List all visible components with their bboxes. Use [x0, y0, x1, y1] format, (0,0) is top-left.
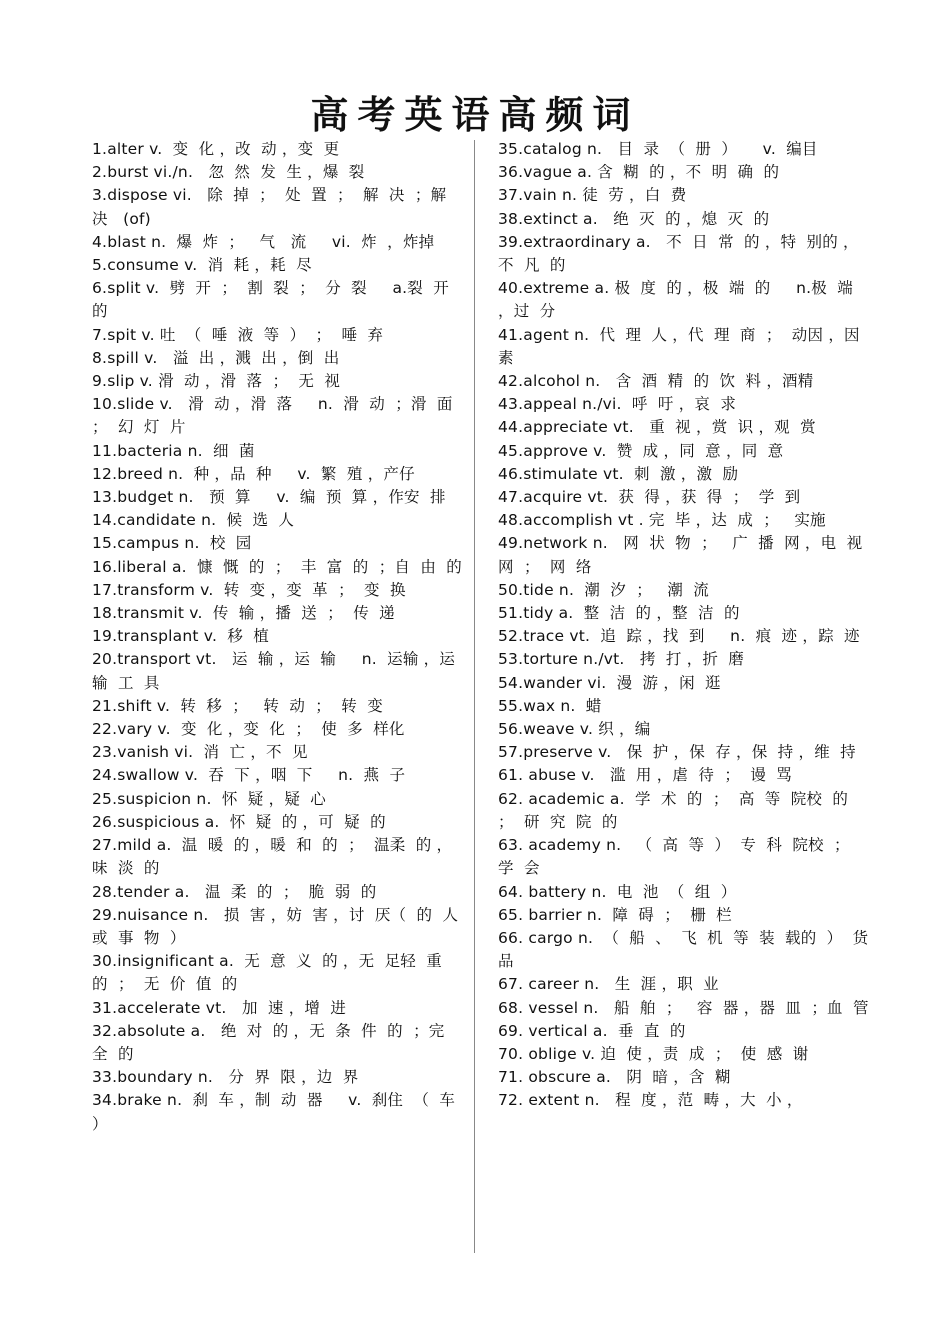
vocab-entry: 65. barrier n. 障 碍 ； 栅 栏 — [498, 905, 732, 924]
vocab-entry: 72. extent n. 程 度 ，范 畴 ，大 小 ， — [498, 1091, 803, 1110]
vocab-entry: 23.vanish vi. 消 亡 ，不 见 — [92, 743, 308, 762]
vocab-entry: 16.liberal a. 慷 慨 的 ； 丰 富 的 ；自 由 的 — [92, 557, 463, 576]
vocab-entry: 54.wander vi. 漫 游 ，闲 逛 — [498, 673, 721, 692]
vocab-entry: 69. vertical a. 垂 直 的 — [498, 1021, 686, 1040]
vocab-entry: 64. battery n. 电 池 （ 组 ） — [498, 882, 737, 901]
vocab-entry: 49.network n. 网 状 物 ； 广 播 网 ，电 视 网 ； 网 络 — [498, 534, 873, 576]
vocab-entry: 57.preserve v. 保 护 ，保 存 ，保 持 ，维 持 — [498, 743, 856, 762]
vocab-entry: 67. career n. 生 涯 ，职 业 — [498, 975, 719, 994]
vocab-entry: 40.extreme a. 极 度 的 ，极 端 的 n.极 端 ，过 分 — [498, 279, 859, 321]
vocab-entry: 66. cargo n. （ 船 、 飞 机 等 装 载的 ） 货 品 — [498, 928, 879, 971]
vocab-entry: 37.vain n. 徒 劳 ，白 费 — [498, 186, 687, 205]
page-title: 高考英语高频词 — [310, 93, 640, 137]
vocab-entry: 43.appeal n./vi. 呼 吁 ，哀 求 — [498, 395, 737, 414]
vocab-entry: 31.accelerate vt. 加 速 ，增 进 — [92, 998, 347, 1017]
vocab-entry: 39.extraordinary a. 不 日 常 的 ，特 别的 ，不 凡 的 — [498, 232, 859, 275]
vocab-entry: 11.bacteria n. 细 菌 — [92, 441, 255, 460]
column-divider — [474, 140, 475, 1253]
vocab-entry: 24.swallow v. 吞 下 ，咽 下 n. 燕 子 — [92, 766, 406, 785]
vocab-entry: 20.transport vt. 运 输 ，运 输 n. 运输 ，运 输 工 具 — [92, 650, 466, 692]
vocab-entry: 33.boundary n. 分 界 限 ，边 界 — [92, 1068, 359, 1087]
vocab-entry: 18.transmit v. 传 输 ，播 送 ； 传 递 — [92, 604, 395, 623]
vocab-entry: 61. abuse v. 滥 用 ，虐 待 ； 谩 骂 — [498, 766, 792, 785]
vocab-entry: 8.spill v. 溢 出 ，溅 出 ，倒 出 — [92, 348, 340, 367]
vocab-entry: 68. vessel n. 船 舶 ； 容 器 ，器 皿 ；血 管 — [498, 998, 869, 1017]
vocab-entry: 62. academic a. 学 术 的 ； 高 等 院校 的 ； 研 究 院 的 — [498, 789, 859, 831]
vocab-entry: 19.transplant v. 移 植 — [92, 627, 269, 646]
vocab-entry: 55.wax n. 蜡 — [498, 696, 602, 715]
vocab-entry: 2.burst vi./n. 忽 然 发 生 ，爆 裂 — [92, 163, 365, 182]
vocab-entry: 63. academy n. （ 高 等 ） 专 科 院校 ； 学 会 — [498, 836, 860, 878]
vocab-entry: 17.transform v. 转 变 ，变 革 ； 变 换 — [92, 580, 406, 599]
right-column — [498, 138, 879, 1113]
left-column — [92, 138, 467, 1136]
vocab-entry: 10.slide v. 滑 动 ，滑 落 n. 滑 动 ；滑 面 ； 幻 灯 片 — [92, 395, 463, 437]
vocab-entry: 71. obscure a. 阴 暗 ，含 糊 — [498, 1068, 731, 1087]
vocab-entry: 7.spit v. 吐 （ 唾 液 等 ） ； 唾 弃 — [92, 325, 384, 344]
vocab-entry: 15.campus n. 校 园 — [92, 534, 252, 553]
vocab-entry: 56.weave v. 织 ，编 — [498, 720, 651, 739]
vocab-entry: 5.consume v. 消 耗 ，耗 尽 — [92, 256, 312, 275]
vocab-entry: 32.absolute a. 绝 对 的 ，无 条 件 的 ；完 全 的 — [92, 1021, 455, 1063]
vocab-entry: 14.candidate n. 候 选 人 — [92, 511, 295, 530]
vocab-entry: 9.slip v. 滑 动 ，滑 落 ； 无 视 — [92, 372, 341, 391]
vocab-entry: 26.suspicious a. 怀 疑 的 ，可 疑 的 — [92, 812, 386, 831]
vocab-entry: 35.catalog n. 目 录 （ 册 ） v. 编目 — [498, 140, 818, 158]
vocab-entry: 47.acquire vt. 获 得 ，获 得 ； 学 到 — [498, 488, 801, 507]
vocab-entry: 41.agent n. 代 理 人 ，代 理 商 ； 动因 ，因 素 — [498, 325, 871, 367]
vocab-entry: 36.vague a. 含 糊 的 ，不 明 确 的 — [498, 163, 780, 182]
vocab-entry: 27.mild a. 温 暖 的 ，暖 和 的 ； 温柔 的 ，味 淡 的 — [92, 836, 453, 878]
vocab-entry: 50.tide n. 潮 汐 ； 潮 流 — [498, 580, 709, 599]
vocab-entry: 6.split v. 劈 开 ； 割 裂 ； 分 裂 a.裂 开 的 — [92, 279, 460, 321]
vocab-entry: 44.appreciate vt. 重 视 ，赏 识 ，观 赏 — [498, 418, 816, 437]
vocab-entry: 3.dispose vi. 除 掉 ； 处 置 ； 解 决 ；解 决 (of) — [92, 186, 457, 228]
vocab-entry: 52.trace vt. 追 踪 ，找 到 n. 痕 迹 ，踪 迹 — [498, 627, 860, 646]
vocab-entry: 48.accomplish vt . 完 毕 ，达 成 ； 实施 — [498, 511, 826, 530]
vocab-entry: 21.shift v. 转 移 ； 转 动 ； 转 变 — [92, 696, 383, 715]
vocab-entry: 70. oblige v. 迫 使 ，责 成 ； 使 感 谢 — [498, 1044, 809, 1063]
vocab-entry: 38.extinct a. 绝 灭 的 ，熄 灭 的 — [498, 209, 770, 228]
vocab-entry: 4.blast n. 爆 炸 ； 气 流 vi. 炸 ，炸掉 — [92, 232, 435, 251]
vocab-entry: 42.alcohol n. 含 酒 精 的 饮 料 ，酒精 — [498, 372, 814, 391]
vocab-entry: 12.breed n. 种 ，品 种 v. 繁 殖 ，产仔 — [92, 464, 415, 483]
vocab-entry: 25.suspicion n. 怀 疑 ，疑 心 — [92, 789, 326, 808]
vocab-entry: 45.approve v. 赞 成 ，同 意 ，同 意 — [498, 441, 784, 460]
vocab-entry: 22.vary v. 变 化 ，变 化 ； 使 多 样化 — [92, 720, 405, 739]
vocab-entry: 29.nuisance n. 损 害 ，妨 害 ，讨 厌（ 的 人 或 事 物 ） — [92, 905, 469, 947]
vocab-entry: 51.tidy a. 整 洁 的 ，整 洁 的 — [498, 604, 740, 623]
vocab-entry: 1.alter v. 变 化 ，改 动 ，变 更 — [92, 140, 340, 158]
vocab-entry: 28.tender a. 温 柔 的 ； 脆 弱 的 — [92, 882, 377, 901]
vocab-entry: 34.brake n. 刹 车 ，制 动 器 v. 刹住 （ 车 ） — [92, 1091, 466, 1133]
vocab-entry: 53.torture n./vt. 拷 打 ，折 磨 — [498, 650, 745, 669]
vocab-entry: 13.budget n. 预 算 v. 编 预 算 ，作安 排 — [92, 488, 446, 507]
vocab-entry: 30.insignificant a. 无 意 义 的 ，无 足轻 重 的 ； 无 价 值 的 — [92, 952, 453, 994]
vocab-entry: 46.stimulate vt. 刺 激 ，激 励 — [498, 464, 739, 483]
